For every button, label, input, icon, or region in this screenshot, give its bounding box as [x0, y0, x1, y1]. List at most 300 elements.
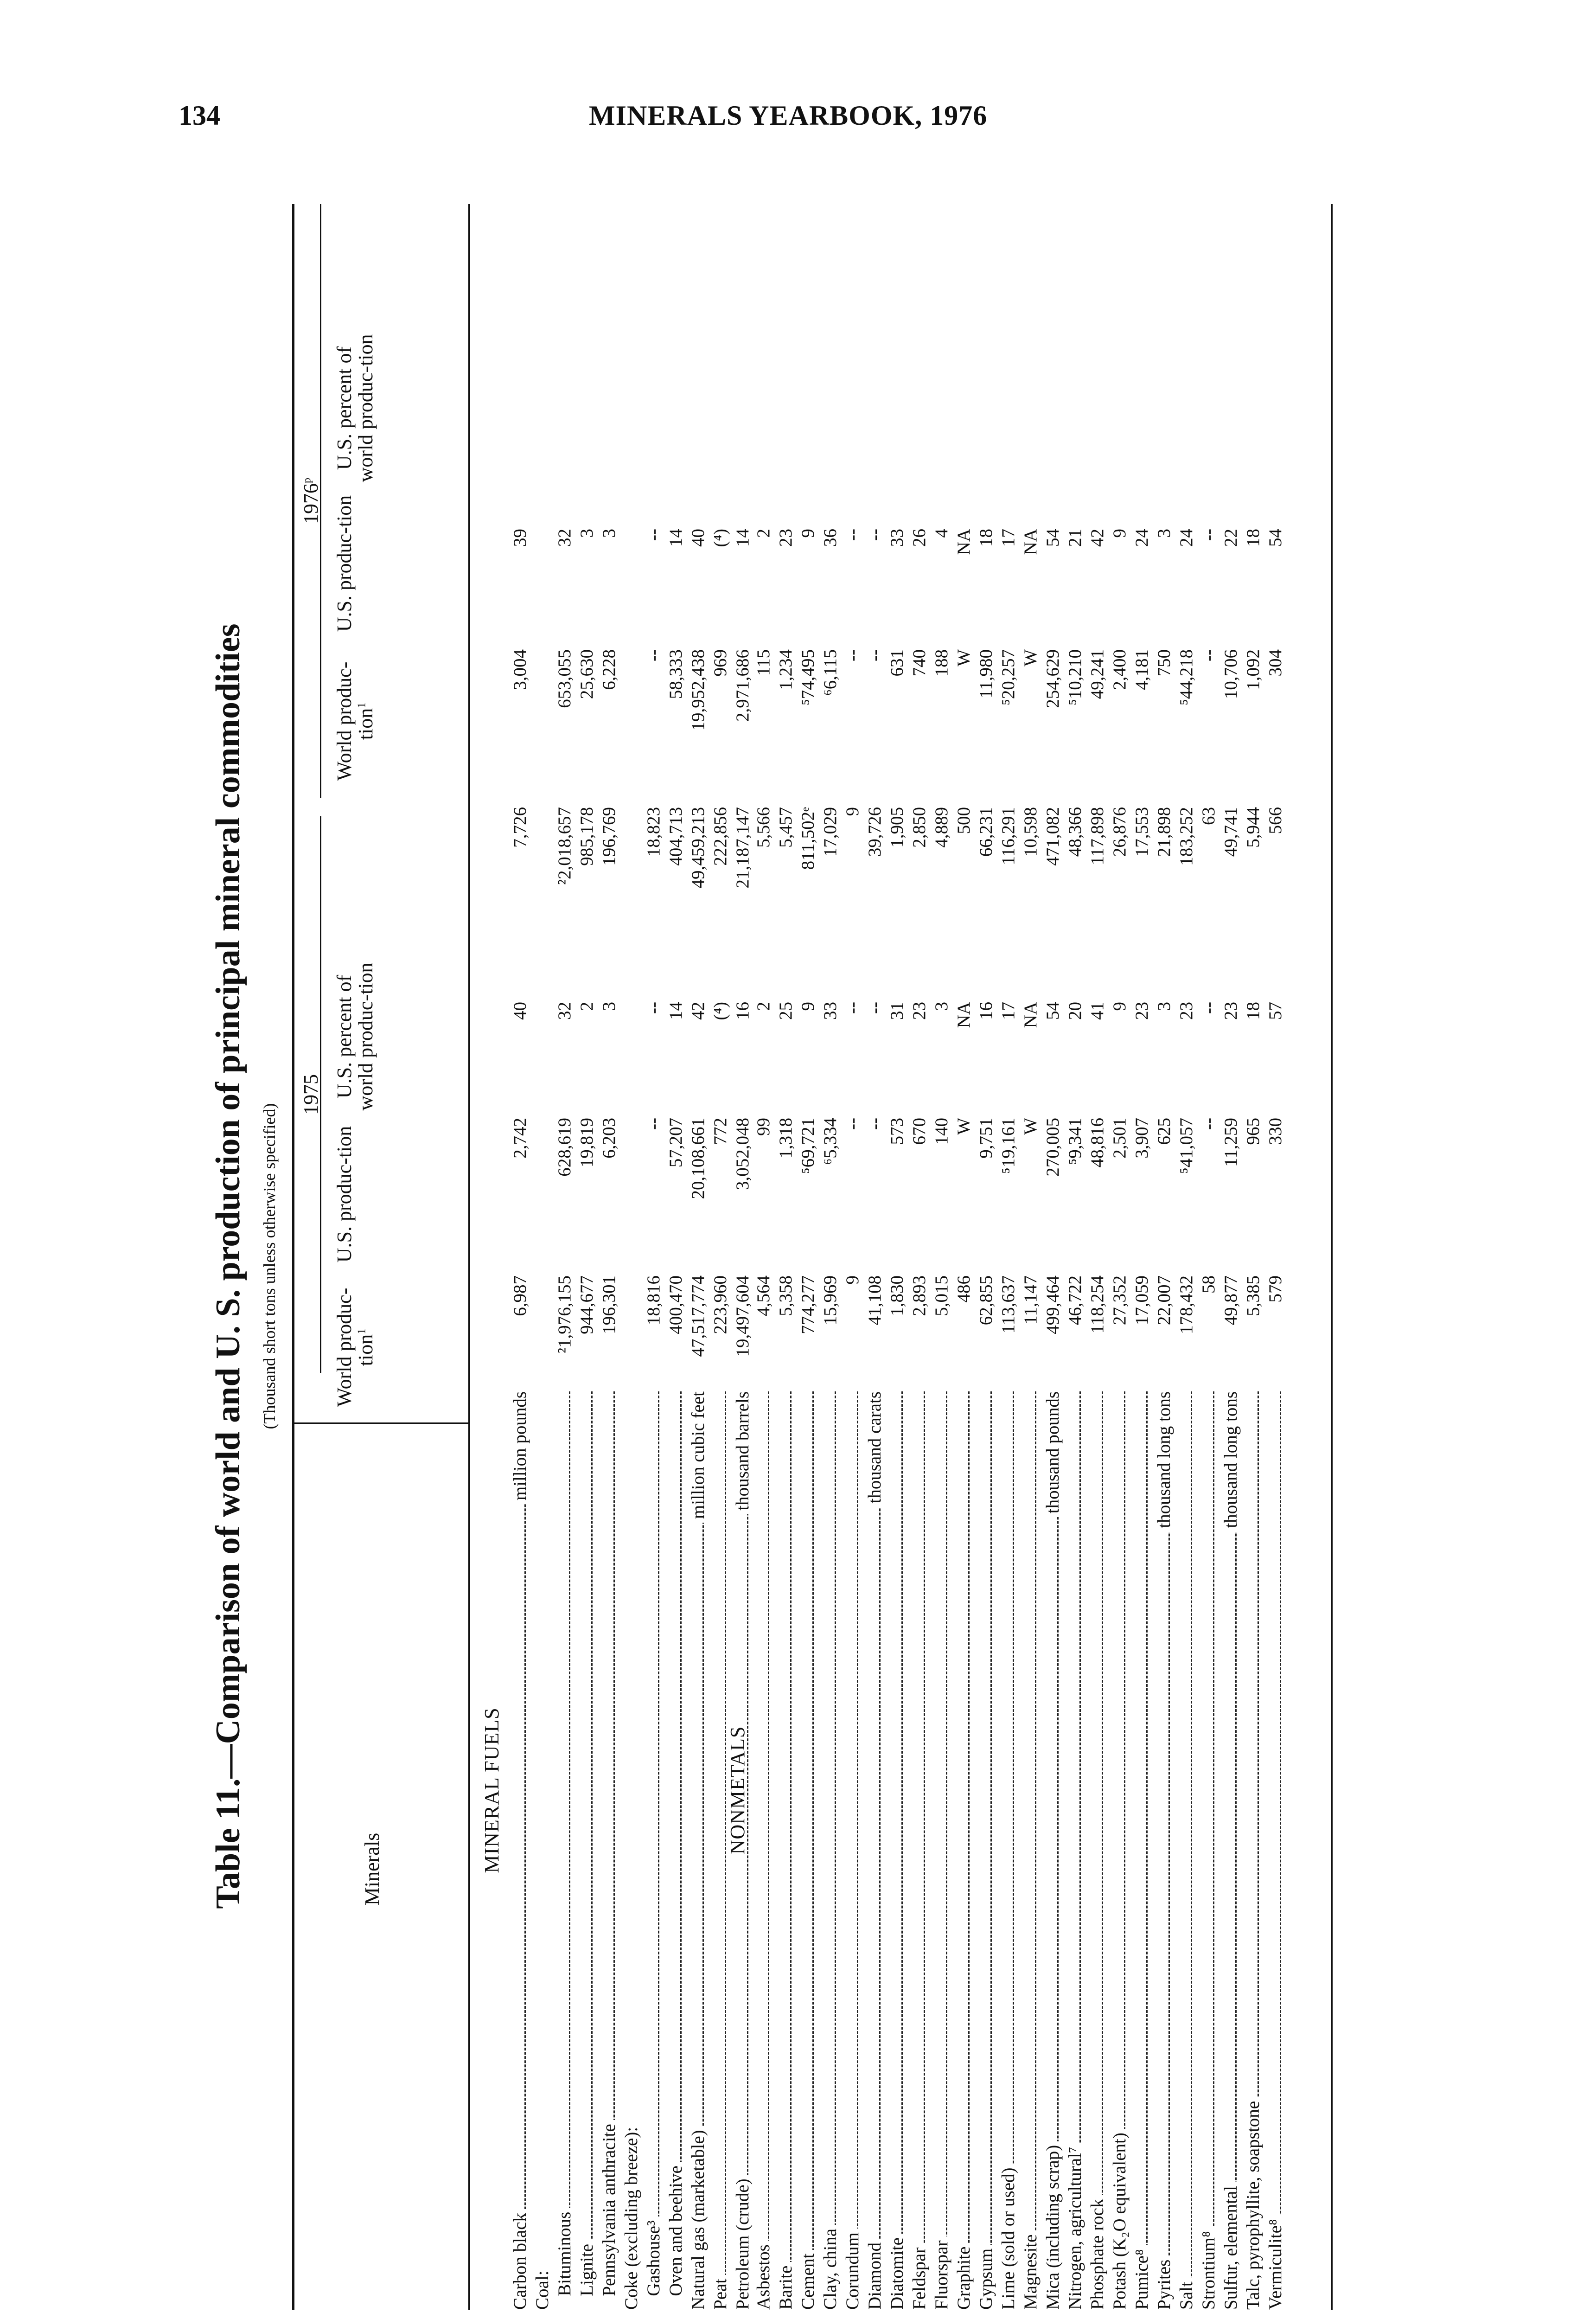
- us-production-1976-cell: W: [954, 649, 974, 666]
- running-head: [0, 100, 1596, 137]
- mineral-label: [932, 1391, 952, 2310]
- world-production-1975-cell: 46,722: [1065, 1275, 1085, 1326]
- us-percent-1975-cell: 41: [1087, 1002, 1107, 1020]
- world-production-1975-cell: 62,855: [976, 1275, 996, 1326]
- us-production-1976-cell: 1,234: [776, 649, 796, 690]
- world-production-1975-cell: 41,108: [865, 1275, 885, 1326]
- unit-label: thousand pounds: [1043, 1391, 1063, 1517]
- unit-label: million cubic feet: [688, 1391, 709, 1523]
- world-production-1976-cell: 7,726: [510, 807, 530, 848]
- mineral-name: Strontium⁸: [1199, 2227, 1219, 2310]
- us-production-1976-cell: ⁶6,115: [820, 649, 840, 696]
- us-percent-1975-cell: 2: [753, 1002, 773, 1011]
- us-percent-1975-cell: 3: [599, 1002, 619, 1011]
- world-production-1975-cell: 400,470: [666, 1275, 686, 1334]
- us-percent-1976-cell: 2: [753, 529, 773, 538]
- us-percent-1976-cell: NA: [954, 529, 974, 555]
- us-percent-1976-cell: --: [865, 529, 885, 541]
- mineral-name: Cement: [798, 2250, 818, 2310]
- world-production-1975-cell: 486: [954, 1275, 974, 1303]
- world-production-1975-cell: 944,677: [577, 1275, 597, 1334]
- us-production-1976-cell: --: [865, 649, 885, 661]
- us-production-1976-cell: ⁵10,210: [1065, 649, 1085, 705]
- table-row: [599, 204, 619, 2310]
- table-row: [909, 204, 930, 2310]
- us-production-1975-cell: 99: [753, 1118, 773, 1136]
- us-percent-1975-cell: --: [644, 1002, 664, 1014]
- mineral-label: [998, 1391, 1019, 2310]
- us-percent-1975-cell: 23: [1132, 1002, 1152, 1020]
- us-production-1975-cell: 772: [710, 1118, 730, 1145]
- us-percent-1976-cell: 36: [820, 529, 840, 547]
- us-production-1976-cell: 4,181: [1132, 649, 1152, 690]
- mineral-label: [688, 1391, 709, 2310]
- world-production-1975-cell: 9: [843, 1275, 862, 1285]
- world-production-1976-cell: 48,366: [1065, 807, 1085, 857]
- us-percent-1975-cell: 33: [820, 1002, 840, 1020]
- us-production-1976-cell: 58,333: [666, 649, 686, 699]
- world-production-1975-cell: 223,960: [710, 1275, 730, 1334]
- world-production-1976-cell: ²2,018,657: [555, 807, 575, 885]
- world-production-1976-cell: 2,850: [909, 807, 929, 848]
- world-production-1976-cell: 117,898: [1087, 807, 1107, 865]
- unit-label: thousand barrels: [733, 1391, 753, 1514]
- world-production-1976-cell: 21,187,147: [733, 807, 753, 889]
- mineral-name: Barite: [776, 2262, 796, 2310]
- world-production-1976-cell: 1,905: [887, 807, 907, 848]
- table-row: [865, 204, 885, 2310]
- world-production-1976-cell: 17,029: [820, 807, 840, 857]
- world-production-1976-cell: 5,457: [776, 807, 796, 848]
- us-percent-1976-cell: 21: [1065, 529, 1085, 547]
- mineral-label: [1065, 1391, 1085, 2310]
- us-percent-1975-cell: 57: [1265, 1002, 1285, 1020]
- us-percent-1975-cell: (⁴): [710, 1002, 730, 1020]
- us-percent-1976-cell: 32: [555, 529, 575, 547]
- running-title: MINERALS YEARBOOK, 1976: [589, 100, 988, 131]
- mineral-name: Phosphate rock: [1087, 2195, 1107, 2310]
- us-production-1975-cell: --: [644, 1118, 664, 1130]
- world-production-1976-cell: 811,502ᵉ: [798, 807, 818, 870]
- column-divider: [292, 1422, 468, 1424]
- us-production-1975-cell: ⁵19,161: [998, 1118, 1018, 1174]
- us-production-1976-cell: 631: [887, 649, 907, 677]
- us-percent-1975-cell: 23: [909, 1002, 929, 1020]
- us-percent-1975-cell: 3: [1154, 1002, 1174, 1011]
- table-row: [1221, 204, 1241, 2310]
- us-production-1975-cell: 270,005: [1043, 1118, 1063, 1177]
- mineral-label: [666, 1391, 686, 2310]
- us-production-1975-cell: 6,203: [599, 1118, 619, 1159]
- footnote-marker: 1: [356, 1328, 368, 1334]
- table-row: [1243, 204, 1264, 2310]
- mineral-name: Clay, china: [820, 2225, 840, 2310]
- table-row: [733, 204, 753, 2310]
- mineral-label: [1265, 1391, 1286, 2310]
- us-percent-1975-cell: --: [865, 1002, 885, 1014]
- us-production-1975-cell: ⁵69,721: [798, 1118, 818, 1174]
- mineral-name: Feldspar: [909, 2244, 929, 2310]
- us-production-1975-cell: --: [865, 1118, 885, 1130]
- mineral-label: [753, 1391, 774, 2310]
- table-row: [532, 204, 553, 2310]
- us-production-1975-cell: 628,619: [555, 1118, 575, 1177]
- us-production-1975-cell: 625: [1154, 1118, 1174, 1145]
- world-production-1975-cell: 6,987: [510, 1275, 530, 1316]
- us-production-1976-cell: 254,629: [1043, 649, 1063, 708]
- us-percent-1976-cell: 54: [1265, 529, 1285, 547]
- mineral-name: Pennsylvania anthracite: [599, 2120, 619, 2310]
- us-percent-1975-cell: 2: [577, 1002, 597, 1011]
- us-production-1975-cell: --: [843, 1118, 862, 1130]
- us-production-1976-cell: 750: [1154, 649, 1174, 677]
- world-production-1976-cell: 985,178: [577, 807, 597, 866]
- mineral-name: Magnesite: [1021, 2231, 1041, 2310]
- year-1976-label: 1976: [300, 483, 322, 524]
- us-production-1975-cell: 2,742: [510, 1118, 530, 1159]
- world-production-1975-cell: 579: [1265, 1275, 1285, 1303]
- mineral-name: Asbestos: [753, 2241, 773, 2310]
- table-row: [688, 204, 709, 2310]
- us-percent-1976-cell: 24: [1132, 529, 1152, 547]
- table-row: [1021, 204, 1041, 2310]
- us-production-1976-cell: 2,400: [1110, 649, 1130, 690]
- us-production-1975-cell: 9,751: [976, 1118, 996, 1159]
- mineral-name: Petroleum (crude): [733, 2175, 753, 2310]
- us-production-1976-cell: 3,004: [510, 649, 530, 690]
- us-production-1975-cell: 1,318: [776, 1118, 796, 1159]
- unit-label: thousand long tons: [1221, 1391, 1241, 1532]
- table-row: [621, 204, 642, 2310]
- table-row: [954, 204, 974, 2310]
- world-production-1976-cell: 4,889: [932, 807, 951, 848]
- world-production-1975-cell: 4,564: [753, 1275, 773, 1316]
- us-percent-1975-cell: 31: [887, 1002, 907, 1020]
- mineral-label: [532, 1391, 553, 2310]
- us-production-1975-cell: W: [954, 1118, 974, 1135]
- us-production-1976-cell: 2,971,686: [733, 649, 753, 722]
- us-percent-1976-cell: 3: [577, 529, 597, 538]
- us-production-1976-cell: ⁵44,218: [1176, 649, 1196, 705]
- table-row: [1154, 204, 1175, 2310]
- us-production-1975-cell: 19,819: [577, 1118, 597, 1168]
- mineral-label: [1132, 1391, 1152, 2310]
- us-production-1976-header: U.S. produc-tion: [333, 495, 356, 632]
- header-text: World produc-tion: [333, 1288, 377, 1407]
- us-percent-1976-cell: 17: [998, 529, 1018, 547]
- world-production-1976-header: [334, 645, 377, 798]
- us-production-1975-cell: 573: [887, 1118, 907, 1145]
- mineral-name: Potash (K₂O equivalent): [1110, 2129, 1130, 2310]
- mineral-name: Fluorspar: [932, 2237, 951, 2310]
- world-production-1975-cell: 5,385: [1243, 1275, 1263, 1316]
- world-production-1976-cell: 116,291: [998, 807, 1018, 865]
- us-production-1976-cell: 6,228: [599, 649, 619, 690]
- us-production-1975-cell: ⁶5,334: [820, 1118, 840, 1165]
- mineral-name: Oven and beehive: [666, 2162, 686, 2310]
- us-production-1975-cell: 330: [1265, 1118, 1285, 1145]
- mineral-name: Coal:: [532, 2267, 552, 2310]
- mineral-label: [776, 1391, 796, 2310]
- us-production-1976-cell: 49,241: [1087, 649, 1107, 699]
- world-production-1975-cell: 5,015: [932, 1275, 951, 1316]
- header-text: World produc-tion: [333, 661, 377, 781]
- table-row: [1132, 204, 1152, 2310]
- mineral-label: [1021, 1391, 1041, 2310]
- world-production-1975-cell: 5,358: [776, 1275, 796, 1316]
- us-production-1975-cell: 57,207: [666, 1118, 686, 1168]
- year-1975-header: [299, 816, 323, 1373]
- us-production-1976-cell: 115: [753, 649, 773, 676]
- mineral-name: Graphite: [954, 2243, 974, 2310]
- mineral-label: [555, 1391, 575, 2310]
- world-production-1976-cell: 39,726: [865, 807, 885, 857]
- table-row: [776, 204, 796, 2310]
- us-production-1976-cell: --: [843, 649, 862, 661]
- mineral-label: [1199, 1391, 1219, 2310]
- mineral-label: [577, 1391, 597, 2310]
- us-production-1975-cell: 670: [909, 1118, 929, 1145]
- mineral-label: [1243, 1391, 1264, 2310]
- world-production-1975-cell: 11,147: [1021, 1275, 1041, 1325]
- world-production-1976-cell: 49,459,213: [688, 807, 708, 889]
- table-top-rule: [292, 204, 294, 2310]
- us-percent-1976-cell: 3: [1154, 529, 1174, 538]
- mineral-label: [1043, 1391, 1063, 2310]
- mineral-name: Sulfur, elemental: [1221, 2182, 1241, 2310]
- us-percent-1975-cell: 23: [1176, 1002, 1196, 1020]
- us-percent-1975-cell: NA: [954, 1002, 974, 1028]
- mineral-name: Corundum: [843, 2229, 862, 2310]
- mineral-name: Gypsum: [976, 2245, 996, 2310]
- mineral-name: Lime (sold or used): [998, 2164, 1018, 2310]
- world-production-1975-cell: 178,432: [1176, 1275, 1196, 1334]
- world-production-1976-cell: 183,252: [1176, 807, 1196, 866]
- mineral-name: Talc, pyrophyllite, soapstone: [1243, 2097, 1263, 2310]
- us-production-1976-cell: 19,952,438: [688, 649, 708, 731]
- mineral-label: [909, 1391, 930, 2310]
- us-percent-1976-cell: 4: [932, 529, 951, 538]
- us-percent-1976-cell: 3: [599, 529, 619, 538]
- us-percent-1975-cell: 3: [932, 1002, 951, 1011]
- us-percent-1975-header: U.S. percent of world produc-tion: [333, 962, 377, 1111]
- mineral-label: [976, 1391, 996, 2310]
- unit-label: thousand carats: [865, 1391, 885, 1507]
- mineral-name: Nitrogen, agricultural⁷: [1065, 2143, 1085, 2310]
- mineral-label: [1176, 1391, 1197, 2310]
- world-production-1976-cell: 21,898: [1154, 807, 1174, 857]
- us-percent-1976-cell: --: [1199, 529, 1219, 541]
- world-production-1975-cell: 22,007: [1154, 1275, 1174, 1326]
- world-production-1976-cell: 5,566: [753, 807, 773, 848]
- world-production-1975-cell: 58: [1199, 1275, 1219, 1294]
- us-production-1976-cell: 740: [909, 649, 929, 677]
- table-title: Table 11.—Comparison of world and U. S. production of principal mineral commodities: [209, 623, 247, 1909]
- table-row: [644, 204, 664, 2310]
- us-percent-1975-cell: --: [1199, 1002, 1219, 1014]
- us-production-1976-cell: 188: [932, 649, 951, 677]
- us-production-1975-cell: W: [1021, 1118, 1041, 1135]
- table-row: [843, 204, 863, 2310]
- world-production-1976-cell: 10,598: [1021, 807, 1041, 857]
- world-production-1975-cell: 47,517,774: [688, 1275, 708, 1357]
- us-production-1975-cell: ⁵9,341: [1065, 1118, 1085, 1165]
- world-production-1975-cell: 118,254: [1087, 1275, 1107, 1334]
- us-percent-1976-cell: 14: [666, 529, 686, 547]
- world-production-1976-cell: 26,876: [1110, 807, 1130, 857]
- us-percent-1975-cell: 23: [1221, 1002, 1241, 1020]
- world-production-1975-cell: 18,816: [644, 1275, 664, 1326]
- table-header-rule: [468, 204, 470, 2310]
- us-production-1975-cell: 3,907: [1132, 1118, 1152, 1159]
- us-percent-1976-cell: 54: [1043, 529, 1063, 547]
- mineral-name: Mica (including scrap): [1043, 2141, 1063, 2310]
- us-percent-1976-cell: 39: [510, 529, 530, 547]
- us-production-1976-cell: W: [1021, 649, 1041, 666]
- mineral-name: Salt: [1176, 2278, 1196, 2310]
- world-production-1976-cell: 222,856: [710, 807, 730, 866]
- world-production-1975-cell: 49,877: [1221, 1275, 1241, 1326]
- world-production-1975-cell: 2,893: [909, 1275, 929, 1316]
- table-row: [1265, 204, 1286, 2310]
- us-percent-1976-cell: 18: [976, 529, 996, 547]
- rotated-table: [209, 186, 1340, 2319]
- world-production-1975-cell: 774,277: [798, 1275, 818, 1334]
- us-percent-1975-cell: 42: [688, 1002, 708, 1020]
- us-percent-1975-cell: 25: [776, 1002, 796, 1020]
- mineral-name: Diamond: [865, 2239, 885, 2310]
- mineral-label: [733, 1391, 753, 2310]
- mineral-label: [1087, 1391, 1108, 2310]
- us-production-1976-cell: ⁵20,257: [998, 649, 1018, 705]
- us-percent-1976-cell: 18: [1243, 529, 1263, 547]
- world-production-1976-cell: 5,944: [1243, 807, 1263, 848]
- table-row: [798, 204, 818, 2310]
- us-percent-1975-cell: NA: [1021, 1002, 1041, 1028]
- mineral-name: Lignite: [577, 2240, 597, 2310]
- us-production-1976-cell: 969: [710, 649, 730, 677]
- us-production-1975-cell: 3,052,048: [733, 1118, 753, 1190]
- unit-label: thousand long tons: [1154, 1391, 1175, 1532]
- world-production-1975-cell: 113,637: [998, 1275, 1018, 1334]
- us-production-1975-cell: ⁵41,057: [1176, 1118, 1196, 1174]
- us-production-1975-cell: 965: [1243, 1118, 1263, 1145]
- us-production-1975-header: U.S. produc-tion: [333, 1126, 356, 1263]
- mineral-label: [954, 1391, 974, 2310]
- mineral-label: [843, 1391, 863, 2310]
- world-production-1975-cell: 19,497,604: [733, 1275, 753, 1357]
- world-production-1975-cell: 499,464: [1043, 1275, 1063, 1334]
- table-row: [710, 204, 731, 2310]
- world-production-1976-cell: 63: [1199, 807, 1219, 825]
- world-production-1976-cell: 196,769: [599, 807, 619, 866]
- us-percent-1976-cell: 24: [1176, 529, 1196, 547]
- mineral-label: [599, 1391, 619, 2310]
- mineral-label: [510, 1391, 530, 2310]
- mineral-name: Carbon black: [510, 2209, 530, 2310]
- preliminary-marker: p: [301, 478, 313, 483]
- us-percent-1975-cell: 14: [666, 1002, 686, 1020]
- us-percent-1975-cell: 16: [976, 1002, 996, 1020]
- mineral-name: Bituminous: [555, 2208, 575, 2310]
- mineral-name: Gashouse³: [644, 2217, 664, 2310]
- us-percent-1975-cell: 18: [1243, 1002, 1263, 1020]
- mineral-name: Coke (excluding breeze):: [621, 2123, 641, 2310]
- us-percent-1975-cell: 9: [798, 1002, 818, 1011]
- mineral-label: [865, 1391, 885, 2310]
- mineral-name: Diatomite: [887, 2234, 907, 2310]
- us-percent-1976-cell: --: [644, 529, 664, 541]
- world-production-1976-cell: 404,713: [666, 807, 686, 866]
- table-row: [1199, 204, 1219, 2310]
- table-row: [666, 204, 686, 2310]
- us-percent-1975-cell: 54: [1043, 1002, 1063, 1020]
- world-production-1975-cell: 196,301: [599, 1275, 619, 1334]
- year-1975-label: 1975: [300, 1074, 322, 1115]
- us-production-1976-cell: 11,980: [976, 649, 996, 698]
- mineral-name: Pumice⁸: [1132, 2245, 1152, 2310]
- us-production-1975-cell: 2,501: [1110, 1118, 1130, 1159]
- table-row: [753, 204, 774, 2310]
- table-row: [510, 204, 530, 2310]
- table-subtitle: (Thousand short tons unless otherwise specified): [260, 1103, 279, 1429]
- world-production-1975-cell: 17,059: [1132, 1275, 1152, 1326]
- world-production-1976-cell: 566: [1265, 807, 1285, 834]
- table-row: [820, 204, 841, 2310]
- us-production-1976-cell: ⁵74,495: [798, 649, 818, 705]
- world-production-1975-header: [334, 1275, 377, 1419]
- table-row: [932, 204, 952, 2310]
- us-percent-1976-cell: 26: [909, 529, 929, 547]
- us-percent-1976-cell: 40: [688, 529, 708, 547]
- mineral-name: Peat: [710, 2275, 730, 2310]
- world-production-1975-cell: ²1,976,155: [555, 1275, 575, 1353]
- us-production-1976-cell: 25,630: [577, 649, 597, 699]
- world-production-1976-cell: 18,823: [644, 807, 664, 857]
- us-percent-1975-cell: 16: [733, 1002, 753, 1020]
- us-percent-1975-cell: 9: [1110, 1002, 1130, 1011]
- us-production-1975-cell: 48,816: [1087, 1118, 1107, 1168]
- us-percent-1976-cell: 22: [1221, 529, 1241, 547]
- table-row: [1176, 204, 1197, 2310]
- world-production-1976-cell: 500: [954, 807, 974, 834]
- us-percent-1976-cell: 9: [1110, 529, 1130, 538]
- world-production-1976-cell: 66,231: [976, 807, 996, 857]
- mineral-name: Pyrites: [1154, 2256, 1174, 2310]
- us-percent-1975-cell: --: [843, 1002, 862, 1014]
- us-production-1975-cell: --: [1199, 1118, 1219, 1130]
- table-row: [1087, 204, 1108, 2310]
- mineral-label: [887, 1391, 907, 2310]
- us-percent-1976-cell: 42: [1087, 529, 1107, 547]
- us-percent-1975-cell: 32: [555, 1002, 575, 1020]
- table-row: [887, 204, 907, 2310]
- mineral-label: [1154, 1391, 1175, 2310]
- us-percent-1975-cell: 17: [998, 1002, 1018, 1020]
- us-percent-1975-cell: 20: [1065, 1002, 1085, 1020]
- us-production-1976-cell: --: [1199, 649, 1219, 661]
- us-percent-1976-cell: 23: [776, 529, 796, 547]
- us-percent-1976-cell: 9: [798, 529, 818, 538]
- table-row: [1043, 204, 1063, 2310]
- page-number: 134: [179, 100, 220, 131]
- us-production-1976-cell: 1,092: [1243, 649, 1263, 690]
- table-row: [1110, 204, 1130, 2310]
- us-percent-1976-cell: 33: [887, 529, 907, 547]
- world-production-1976-cell: 49,741: [1221, 807, 1241, 857]
- year-1976-header: [299, 204, 323, 798]
- us-production-1976-cell: 304: [1265, 649, 1285, 677]
